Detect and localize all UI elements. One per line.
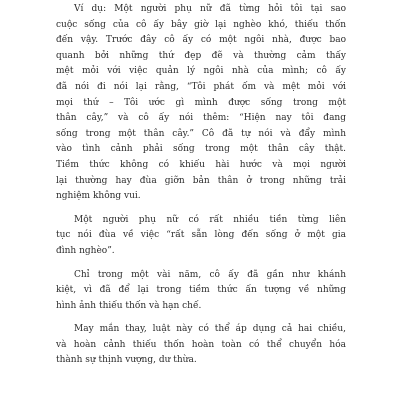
paragraph-bankrupt: [56, 268, 346, 315]
paragraph-example: [56, 2, 346, 205]
text-line: nghiệm không vui.: [56, 191, 141, 202]
text-line: vào tình cảnh phải sống trong một thân cây thật.: [56, 144, 346, 155]
text-line: thân cây,” và cô ấy nói thêm: “Hiện nay tôi đang: [56, 113, 346, 124]
text-line: tục nói đùa về việc “rất sẵn lòng đến sống ở một gia: [56, 230, 346, 241]
text-line: mọi thứ – Tôi ước gì mình được sống trong một: [56, 97, 346, 108]
text-line: đã nói đi nói lại rằng, “Tôi phát ốm và mệt mỏi với: [56, 81, 346, 92]
text-line: sống trong một thân cây.” Cô đã tự nói và đẩy mình: [56, 128, 346, 139]
text-line: thành sự thịnh vượng, dư thừa.: [56, 355, 197, 366]
text-line: cuộc sống của cô ấy bây giờ lại nghèo khó, thiếu thốn: [56, 19, 346, 30]
text-line: Chỉ trong một vài năm, cô ấy đã gần như khánh: [74, 269, 346, 280]
text-line: kiệt, vì đã để lại trong tiềm thức ấn tượng về những: [56, 285, 346, 296]
text-line: lại thường hay đùa giỡn bản thân ở trong những trải: [56, 175, 346, 186]
text-line: Một người phụ nữ có rất nhiều tiền từng liên: [74, 214, 346, 225]
text-line: quanh bởi những thứ đẹp đẽ và thường cảm thấy: [56, 50, 346, 61]
text-line: May mắn thay, luật này có thể áp dụng cả hai chiều,: [74, 324, 346, 335]
text-line: Tiềm thức không có khiếu hài hước và mọi người: [56, 159, 346, 170]
text-line: mệt mỏi với việc quản lý ngôi nhà của mình; cô ấy: [56, 66, 346, 77]
book-page: [56, 2, 346, 369]
text-line: đình nghèo”.: [56, 245, 115, 256]
text-line: đến vậy. Trước đây cô ấy có một ngôi nhà, được bao: [56, 35, 346, 46]
paragraph-fortunately: [56, 322, 346, 369]
paragraph-joking-poor: [56, 213, 346, 260]
text-line: Ví dụ: Một người phụ nữ đã từng hỏi tôi tại sao: [74, 4, 346, 14]
text-line: hình ảnh thiếu thốn và hạn chế.: [56, 300, 202, 311]
text-line: và hoàn cảnh thiếu thốn hoàn toàn có thể chuyển hóa: [56, 339, 346, 350]
